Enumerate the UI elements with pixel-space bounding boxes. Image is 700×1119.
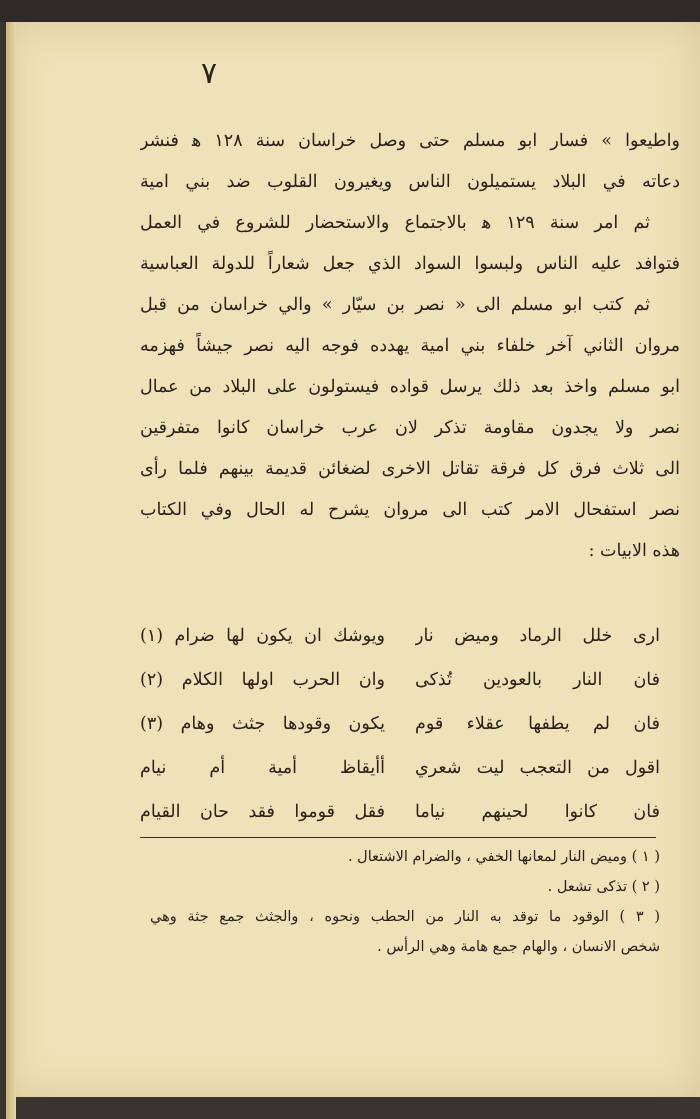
- verse: [140, 708, 660, 752]
- body-line: هذه الابيات :: [588, 541, 680, 561]
- body-line: الى ثلاث فرق كل فرقة تقاتل الاخرى لضغائن قديمة بينهم فلما رأى: [140, 459, 680, 479]
- body-line: ثم كتب ابو مسلم الى « نصر بن سيّار » والي خراسان من قبل: [140, 295, 650, 315]
- verse-second-hemistich: وان الحرب اولها الكلام (٢): [140, 670, 385, 690]
- body-line: دعاته في البلاد يستميلون الناس ويغيرون القلوب ضد بني امية: [140, 172, 680, 192]
- verse: [140, 664, 660, 708]
- verse-first-hemistich: فان النار بالعودين تُذكى: [415, 670, 660, 690]
- footnote: ( ٣ ) الوقود ما توقد به النار من الحطب ونحوه ، والجثث جمع جثة وهي: [150, 909, 660, 925]
- body-line: مروان الثاني آخر خلفاء بني امية يهدده فوجه اليه نصر جيشاً فهزمه: [140, 336, 680, 356]
- footnote-divider: [140, 837, 656, 838]
- top-dark-margin: [0, 0, 700, 22]
- verse: [140, 620, 660, 664]
- body-line: واطيعوا » فسار ابو مسلم حتى وصل خراسان سنة ١٢٨ ﻫ فنشر: [140, 131, 680, 151]
- verse-first-hemistich: اقول من التعجب ليت شعري: [415, 758, 660, 778]
- poem-verses: [140, 620, 660, 840]
- body-line: نصر استفحال الامر كتب الى مروان يشرح له الحال وفي الكتاب: [140, 500, 680, 520]
- page-number: ٧: [200, 56, 218, 91]
- verse-second-hemistich: فقل قوموا فقد حان القيام: [140, 802, 385, 822]
- footnote: ( ١ ) وميض النار لمعانها الخفي ، والضرام الاشتعال .: [347, 849, 660, 865]
- body-line: ثم امر سنة ١٢٩ ﻫ بالاجتماع والاستحضار للشروع في العمل: [140, 213, 650, 233]
- verse: [140, 752, 660, 796]
- body-line: ابو مسلم واخذ بعد ذلك يرسل قواده فيستولون على البلاد من عمال: [140, 377, 680, 397]
- footnote: ( ٢ ) تذكى تشعل .: [547, 879, 660, 895]
- page-gutter: [6, 22, 16, 1119]
- verse-first-hemistich: فان كانوا لحينهم نياما: [415, 802, 660, 822]
- verse-second-hemistich: ويوشك ان يكون لها ضرام (١): [140, 626, 385, 646]
- verse-first-hemistich: فان لم يطفها عقلاء قوم: [415, 714, 660, 734]
- footnotes: [150, 842, 660, 962]
- verse-second-hemistich: أأيقاظ أمية أم نيام: [140, 758, 385, 778]
- verse-first-hemistich: ارى خلل الرماد وميض نار: [415, 626, 660, 646]
- verse-second-hemistich: يكون وقودها جثث وهام (٣): [140, 714, 385, 734]
- verse: [140, 796, 660, 840]
- body-text: [140, 125, 680, 576]
- body-line: فتوافد عليه الناس ولبسوا السواد الذي جعل شعاراً للدولة العباسية: [140, 254, 680, 274]
- footnote: شخص الانسان ، والهام جمع هامة وهي الرأس .: [377, 939, 660, 955]
- body-line: نصر ولا يجدون مقاومة تذكر لان عرب خراسان كانوا متفرقين: [140, 418, 680, 438]
